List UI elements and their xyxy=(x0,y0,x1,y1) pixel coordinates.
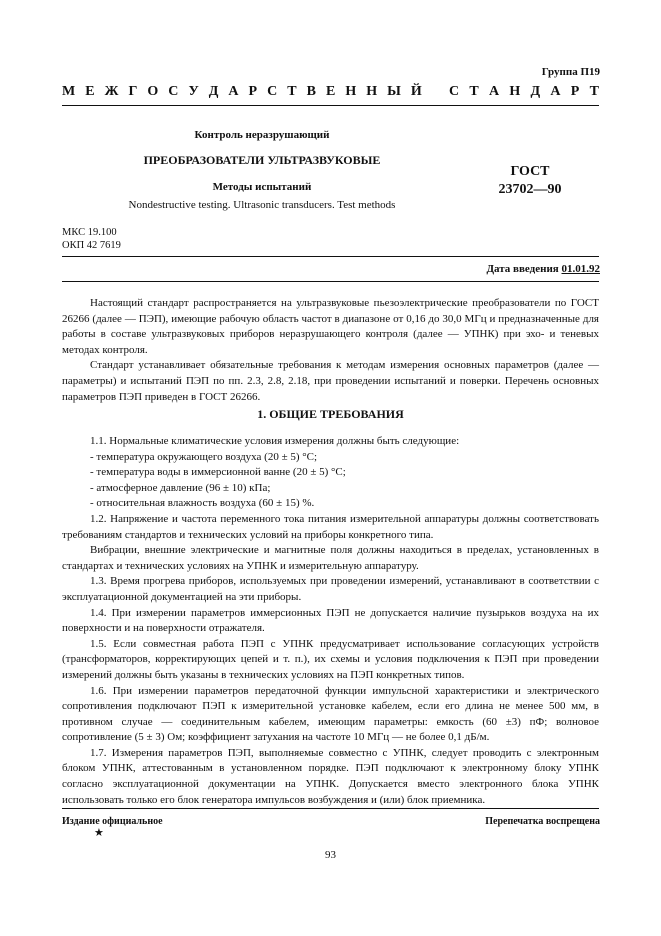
banner-letter: Ы xyxy=(387,84,401,99)
banner-letter: О xyxy=(147,84,159,99)
standard-word-interstate xyxy=(62,84,422,100)
banner-letter: В xyxy=(306,84,316,99)
banner-letter: Р xyxy=(248,84,258,99)
banner-letter: С xyxy=(267,84,278,99)
banner-letter: М xyxy=(62,84,76,99)
banner-letter: Д xyxy=(208,84,219,99)
list-item: - атмосферное давление (96 ± 10) кПа; xyxy=(90,481,271,494)
intro-date-value: 01.01.92 xyxy=(561,263,600,275)
doc-subtitle: Контроль неразрушающий xyxy=(194,129,330,141)
banner-letter: А xyxy=(488,84,500,99)
doc-title: ПРЕОБРАЗОВАТЕЛИ УЛЬТРАЗВУКОВЫЕ xyxy=(143,153,381,167)
banner-letter: Ж xyxy=(104,84,119,99)
doc-methods: Методы испытаний xyxy=(212,181,312,193)
banner-letter: Н xyxy=(366,84,378,99)
paragraph: 1.4. При измерении параметров иммерсионных ПЭП не допускается наличие пузырьков воздуха на их поверхности и на поверхности отражателя. xyxy=(62,606,599,635)
banner-letter: Г xyxy=(128,84,138,99)
mks-code: МКС 19.100 xyxy=(62,227,117,238)
group-label: Группа П19 xyxy=(541,66,600,78)
banner-letter: С xyxy=(168,84,179,99)
banner-letter: Р xyxy=(570,84,580,99)
banner-letter: Т xyxy=(589,84,599,99)
official-edition-label: Издание официальное xyxy=(62,816,163,827)
banner-letter: Т xyxy=(287,84,297,99)
banner-letter: У xyxy=(188,84,199,99)
banner-letter: А xyxy=(550,84,561,99)
banner-letter: Е xyxy=(325,84,336,99)
paragraph: 1.5. Если совместная работа ПЭП с УПНК предусматривает использование согласующих устройств (трансформаторов, корректирующих цепей и т. п.), их схемы и условия подключения к ПЭП при проведении измерений должны быть указаны в технических условиях на ПЭП конкретных типов. xyxy=(62,637,599,681)
reprint-prohibited-label: Перепечатка воспрещена xyxy=(485,816,600,827)
banner-letter: Д xyxy=(530,84,541,99)
banner-letter: Й xyxy=(410,84,422,99)
standard-banner xyxy=(62,84,599,100)
section-heading: 1. ОБЩИЕ ТРЕБОВАНИЯ xyxy=(257,407,404,421)
date-rule xyxy=(62,281,599,282)
list-item: - относительная влажность воздуха (60 ± 15) %. xyxy=(90,497,315,510)
paragraph: 1.3. Время прогрева приборов, используемых при проведении измерений, устанавливают в соответствии с эксплуатационной документацией на эти приборы. xyxy=(62,575,599,603)
star-icon: ★ xyxy=(94,827,104,839)
banner-letter: С xyxy=(449,84,460,99)
gost-label: ГОСТ xyxy=(510,164,550,179)
banner-letter: Т xyxy=(469,84,479,99)
paragraph: 1.6. При измерении параметров передаточной функции импульсной характеристики и электрического сопротивления подключают ПЭП к измерительной установке кабелем, если его длина не менее 500 мм, в противном случае — соединительным кабелем, имеющим параметры: емкость (60 ±3) пФ; волновое сопротивление (5 ± 3) Ом; коэффициент затухания на частоте 10 МГц — не более 0,1 дБ/м. xyxy=(62,684,599,744)
gost-number: 23702—90 xyxy=(498,182,562,197)
intro-block xyxy=(62,296,599,405)
header-rule xyxy=(62,105,599,106)
paragraph: 1.2. Напряжение и частота переменного тока питания измерительной аппаратуры должны соответствовать требованиям стандартов и технических условий на приборы конкретного типа. xyxy=(62,512,599,541)
intro-paragraph: Настоящий стандарт распространяется на ультразвуковые пьезоэлектрические преобразователи по ГОСТ 26266 (далее — ПЭП), имеющие рабочую область частот в диапазоне от 0,16 до 30,0 МГц и предназначенные для работы в составе ультразвуковых приборов неразрушающего контроля (далее — УПНК) при эхо- и теневых методах контроля. xyxy=(62,297,599,356)
codes-rule xyxy=(62,256,599,257)
paragraph: Вибрации, внешние электрические и магнитные поля должны находиться в пределах, установленных в стандартах и технических условиях на УПНК и измерительную аппаратуру. xyxy=(62,544,599,572)
english-title: Nondestructive testing. Ultrasonic transducers. Test methods xyxy=(128,199,396,211)
page-number: 93 xyxy=(325,849,336,861)
intro-date-label: Дата введения xyxy=(486,263,559,275)
standard-word-standard xyxy=(449,84,599,100)
footer-rule xyxy=(62,808,599,809)
gost-designation xyxy=(480,163,580,199)
banner-letter: Е xyxy=(85,84,95,99)
paragraph: 1.1. Нормальные климатические условия измерения должны быть следующие: xyxy=(90,435,460,447)
intro-date xyxy=(486,263,600,275)
banner-letter: Н xyxy=(345,84,357,99)
banner-letter: Н xyxy=(509,84,521,99)
banner-letter: А xyxy=(228,84,239,99)
list-item: - температура окружающего воздуха (20 ± 5) °С; xyxy=(90,450,318,463)
list-item: - температура воды в иммерсионной ванне (20 ± 5) °С; xyxy=(90,466,346,479)
paragraph: 1.7. Измерения параметров ПЭП, выполняемые совместно с УПНК, следует проводить с электронным блоком УПНК, аттестованным в установленном порядке. ПЭП подключают к электронному блоку УПНК согласно эксплуатационной документации на УПНК. Допускается вместо электронного блока УПНК использовать только его блок генератора импульсов возбуждения и (или) блок приемника. xyxy=(62,746,599,806)
section-body xyxy=(62,434,599,808)
okp-code: ОКП 42 7619 xyxy=(62,240,121,251)
classification-codes xyxy=(62,226,121,252)
intro-paragraph: Стандарт устанавливает обязательные требования к методам измерения основных параметров (далее — параметры) и испытаний ПЭП по пп. 2.3, 2.8, 2.18, при проведении испытаний и поверки. Перечень основных параметров ПЭП приведен в ГОСТ 26266. xyxy=(62,359,599,403)
